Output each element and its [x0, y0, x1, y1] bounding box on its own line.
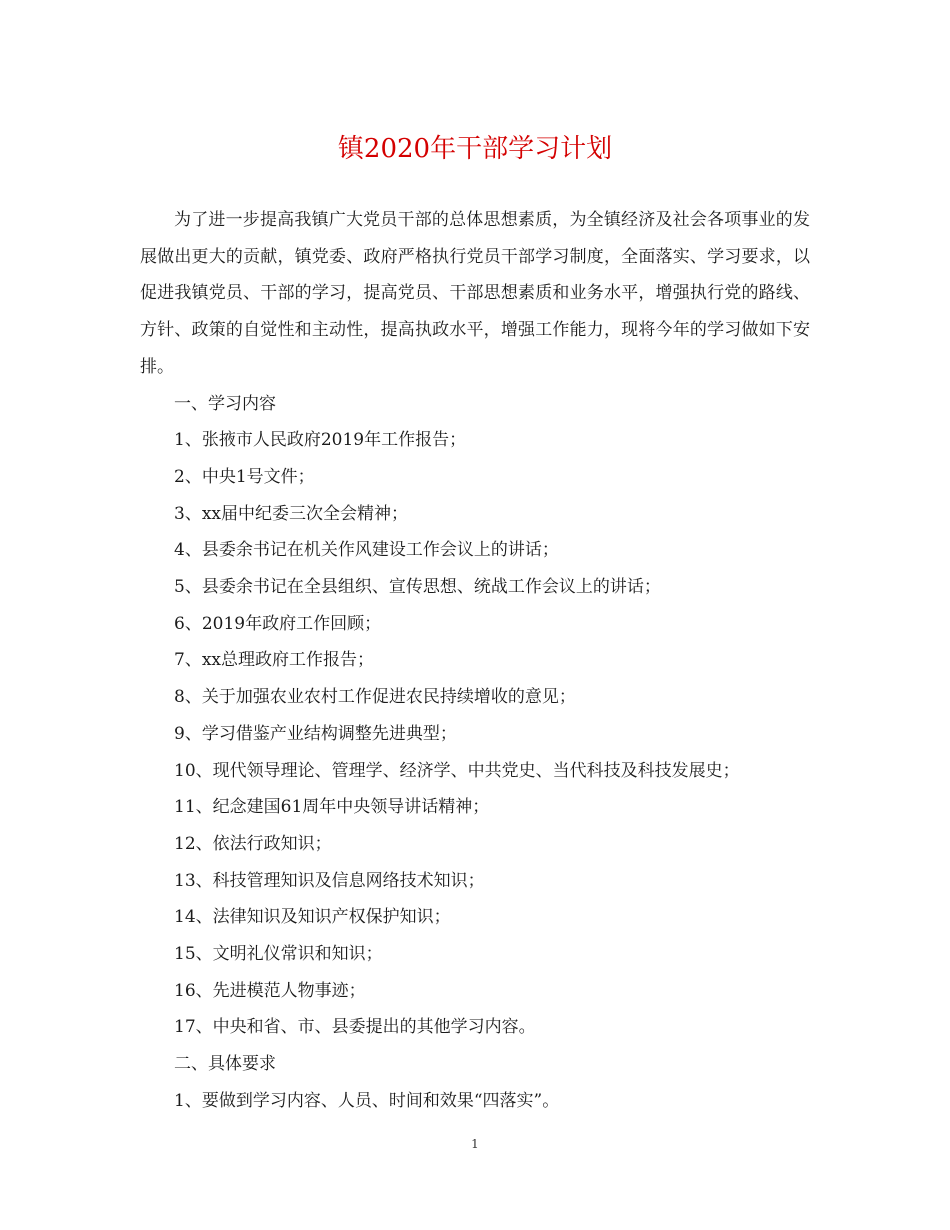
list-item: 11、纪念建国61周年中央领导讲话精神； [174, 797, 490, 818]
list-item: 8、关于加强农业农村工作促进农民持续增收的意见； [174, 687, 576, 708]
page-number: 1 [471, 1137, 479, 1151]
list-item: 7、xx总理政府工作报告； [174, 650, 374, 671]
list-item: 13、科技管理知识及信息网络技术知识； [174, 870, 485, 891]
document-title: 镇2020年干部学习计划 [337, 134, 613, 164]
list-item: 10、现代领导理论、管理学、经济学、中共党史、当代科技及科技发展史； [174, 760, 740, 781]
list-item: 5、县委余书记在全县组织、宣传思想、统战工作会议上的讲话； [174, 577, 661, 598]
list-item: 1、张掖市人民政府2019年工作报告； [174, 430, 467, 451]
list-item: 4、县委余书记在机关作风建设工作会议上的讲话； [174, 540, 559, 561]
section-heading-study-content: 一、学习内容 [174, 393, 276, 414]
list-item: 14、法律知识及知识产权保护知识； [174, 907, 451, 928]
list-item: 3、xx届中纪委三次全会精神； [174, 503, 408, 524]
requirement-item: 1、要做到学习内容、人员、时间和效果“四落实”。 [174, 1090, 560, 1111]
list-item: 15、文明礼仪常识和知识； [174, 944, 383, 965]
intro-paragraph: 为了进一步提高我镇广大党员干部的总体思想素质，为全镇经济及社会各项事业的发展做出更大的贡献，镇党委、政府严格执行党员干部学习制度，全面落实、学习要求，以促进我镇党员、干部的学习，提高党员、干部思想素质和业务水平，增强执行党的路线、方针、政策的自觉性和主动性，提高执政水平，增强工作能力，现将今年的学习做如下安排。 [140, 210, 810, 377]
document-body [140, 202, 810, 1120]
list-item: 2、中央1号文件； [174, 466, 315, 487]
section-heading-requirements: 二、具体要求 [174, 1054, 276, 1075]
list-item: 12、依法行政知识； [174, 833, 332, 854]
list-item: 16、先进模范人物事迹； [174, 980, 366, 1001]
list-item: 6、2019年政府工作回顾； [174, 613, 382, 634]
list-item: 9、学习借鉴产业结构调整先进典型； [174, 723, 457, 744]
list-item: 17、中央和省、市、县委提出的其他学习内容。 [174, 1017, 536, 1038]
